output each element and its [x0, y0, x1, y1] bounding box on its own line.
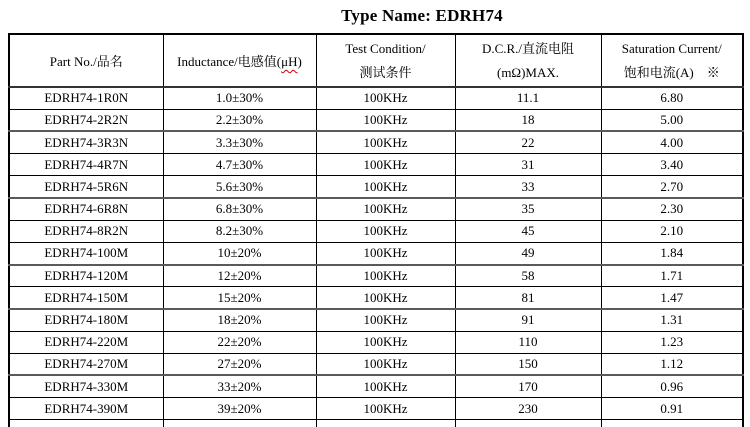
saturation-current-cell: 2.10	[601, 220, 743, 242]
empty-cell	[455, 420, 601, 427]
table-row	[9, 375, 743, 397]
test-condition-cell: 100KHz	[316, 87, 455, 109]
table-row	[9, 398, 743, 420]
test-condition-cell: 100KHz	[316, 353, 455, 375]
dcr-cell: 170	[455, 375, 601, 397]
test-condition-cell: 100KHz	[316, 398, 455, 420]
table-row	[9, 309, 743, 331]
test-condition-cell: 100KHz	[316, 198, 455, 220]
page-title: Type Name: EDRH74	[341, 6, 503, 25]
saturation-current-cell: 1.47	[601, 287, 743, 309]
header-dcr-line2: (mΩ)MAX.	[496, 64, 560, 80]
inductance-cell: 2.2±30%	[163, 109, 316, 131]
dcr-cell: 91	[455, 309, 601, 331]
dcr-cell: 110	[455, 331, 601, 353]
inductance-cell: 1.0±30%	[163, 87, 316, 109]
table-row	[9, 220, 743, 242]
dcr-cell: 11.1	[455, 87, 601, 109]
part-no-cell: EDRH74-8R2N	[9, 220, 163, 242]
inductance-cell: 6.8±30%	[163, 198, 316, 220]
dcr-cell: 31	[455, 154, 601, 176]
inductance-cell: 10±20%	[163, 242, 316, 264]
dcr-cell: 81	[455, 287, 601, 309]
saturation-current-cell: 2.30	[601, 198, 743, 220]
header-test-condition-line2: 测试条件	[359, 64, 412, 80]
part-no-cell: EDRH74-1R0N	[9, 87, 163, 109]
table-row	[9, 87, 743, 109]
inductance-cell: 8.2±30%	[163, 220, 316, 242]
inductance-cell: 39±20%	[163, 398, 316, 420]
header-saturation-current	[601, 34, 743, 87]
part-no-cell: EDRH74-6R8N	[9, 198, 163, 220]
dcr-cell: 18	[455, 109, 601, 131]
test-condition-cell: 100KHz	[316, 375, 455, 397]
inductance-cell: 22±20%	[163, 331, 316, 353]
header-saturation-line1: Saturation Current/	[621, 40, 722, 56]
part-no-cell: EDRH74-5R6N	[9, 176, 163, 198]
header-dcr	[455, 34, 601, 87]
part-no-cell: EDRH74-390M	[9, 398, 163, 420]
table-row-partial	[9, 420, 743, 427]
part-no-cell: EDRH74-100M	[9, 242, 163, 264]
saturation-current-cell: 1.31	[601, 309, 743, 331]
dcr-cell: 45	[455, 220, 601, 242]
table-row	[9, 265, 743, 287]
header-dcr-line1: D.C.R./直流电阻	[481, 40, 575, 56]
table-row	[9, 331, 743, 353]
empty-cell	[316, 420, 455, 427]
part-no-cell: EDRH74-270M	[9, 353, 163, 375]
saturation-current-cell: 0.91	[601, 398, 743, 420]
part-no-cell: EDRH74-150M	[9, 287, 163, 309]
spec-table	[8, 33, 744, 427]
saturation-current-cell: 1.84	[601, 242, 743, 264]
test-condition-cell: 100KHz	[316, 287, 455, 309]
test-condition-cell: 100KHz	[316, 331, 455, 353]
part-no-cell: EDRH74-220M	[9, 331, 163, 353]
header-inductance-prefix: Inductance/电感值(	[177, 54, 282, 69]
table-row	[9, 198, 743, 220]
part-no-cell: EDRH74-2R2N	[9, 109, 163, 131]
inductance-cell: 12±20%	[163, 265, 316, 287]
part-no-cell: EDRH74-120M	[9, 265, 163, 287]
table-row	[9, 154, 743, 176]
saturation-current-cell: 2.70	[601, 176, 743, 198]
dcr-cell: 22	[455, 131, 601, 153]
saturation-current-cell: 4.00	[601, 131, 743, 153]
header-part-no-label: Part No./品名	[49, 54, 123, 69]
test-condition-cell: 100KHz	[316, 265, 455, 287]
test-condition-cell: 100KHz	[316, 154, 455, 176]
inductance-cell: 5.6±30%	[163, 176, 316, 198]
inductance-cell: 4.7±30%	[163, 154, 316, 176]
header-test-condition-line1: Test Condition/	[345, 40, 426, 56]
header-inductance-suffix: )	[297, 54, 302, 69]
dcr-cell: 49	[455, 242, 601, 264]
test-condition-cell: 100KHz	[316, 242, 455, 264]
table-row	[9, 176, 743, 198]
header-row	[9, 34, 743, 87]
inductance-cell: 3.3±30%	[163, 131, 316, 153]
part-no-cell: EDRH74-4R7N	[9, 154, 163, 176]
dcr-cell: 230	[455, 398, 601, 420]
table-row	[9, 131, 743, 153]
inductance-cell: 15±20%	[163, 287, 316, 309]
header-saturation-line2: 饱和电流(A) ※	[623, 64, 720, 80]
dcr-cell: 150	[455, 353, 601, 375]
header-test-condition	[316, 34, 455, 87]
part-no-cell: EDRH74-3R3N	[9, 131, 163, 153]
header-part-no	[9, 34, 163, 87]
header-inductance-unit: μH	[281, 54, 298, 69]
table-row	[9, 353, 743, 375]
part-no-cell: EDRH74-330M	[9, 375, 163, 397]
test-condition-cell: 100KHz	[316, 309, 455, 331]
saturation-current-cell: 5.00	[601, 109, 743, 131]
saturation-current-cell: 6.80	[601, 87, 743, 109]
test-condition-cell: 100KHz	[316, 220, 455, 242]
test-condition-cell: 100KHz	[316, 109, 455, 131]
inductance-cell: 18±20%	[163, 309, 316, 331]
table-row	[9, 109, 743, 131]
header-inductance	[163, 34, 316, 87]
inductance-cell: 27±20%	[163, 353, 316, 375]
test-condition-cell: 100KHz	[316, 176, 455, 198]
table-header	[9, 34, 743, 87]
saturation-current-cell: 1.71	[601, 265, 743, 287]
saturation-current-cell: 0.96	[601, 375, 743, 397]
empty-cell	[163, 420, 316, 427]
table-body	[9, 87, 743, 427]
table-row	[9, 242, 743, 264]
inductance-cell: 33±20%	[163, 375, 316, 397]
test-condition-cell: 100KHz	[316, 131, 455, 153]
saturation-current-cell: 3.40	[601, 154, 743, 176]
dcr-cell: 58	[455, 265, 601, 287]
part-no-cell: EDRH74-180M	[9, 309, 163, 331]
empty-cell	[601, 420, 743, 427]
table-row	[9, 287, 743, 309]
dcr-cell: 33	[455, 176, 601, 198]
saturation-current-cell: 1.12	[601, 353, 743, 375]
saturation-current-cell: 1.23	[601, 331, 743, 353]
empty-cell	[9, 420, 163, 427]
dcr-cell: 35	[455, 198, 601, 220]
